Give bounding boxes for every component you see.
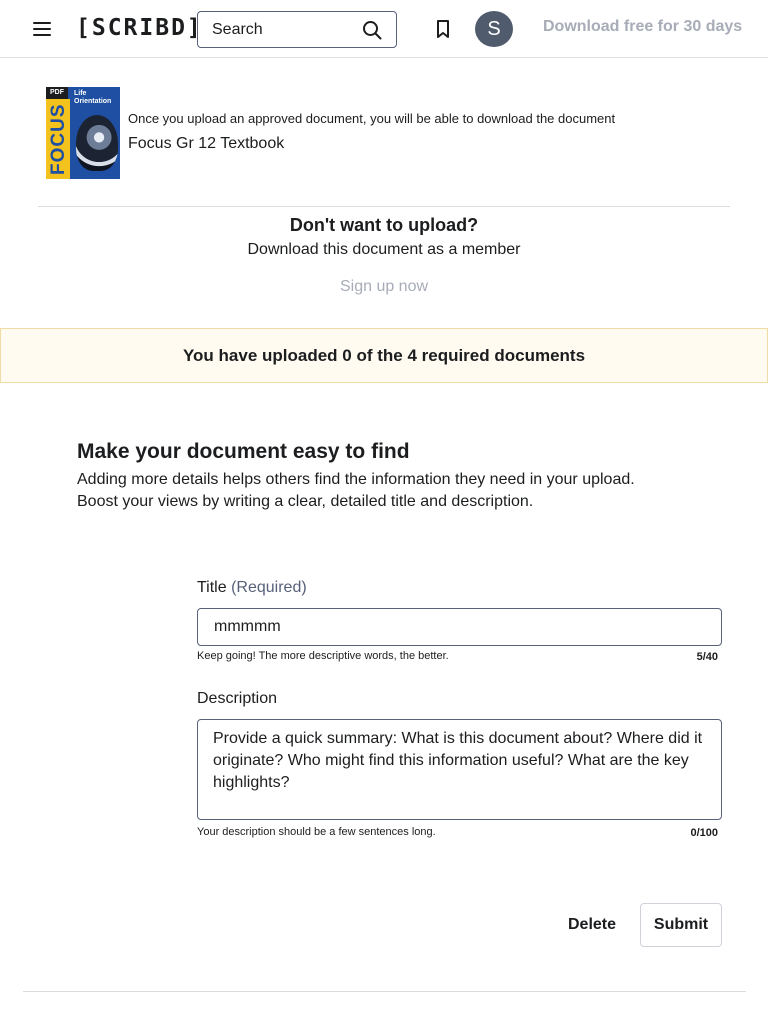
title-label-text: Title [197, 579, 227, 596]
title-input[interactable] [197, 608, 722, 646]
pdf-badge: PDF [46, 87, 68, 99]
title-hint: Keep going! The more descriptive words, the better. [197, 650, 449, 662]
search-icon[interactable] [362, 20, 382, 40]
signup-link[interactable]: Sign up now [339, 278, 429, 295]
upload-progress-banner [0, 328, 768, 383]
details-heading: Make your document easy to find [77, 440, 410, 463]
cover-word: FOCUS [48, 103, 69, 175]
top-header [0, 0, 768, 58]
document-title: Focus Gr 12 Textbook [128, 135, 285, 152]
signup-row [0, 278, 768, 296]
user-avatar[interactable]: S [475, 11, 513, 47]
submit-button[interactable]: Submit [640, 903, 722, 947]
download-free-link[interactable]: Download free for 30 days [543, 18, 743, 35]
title-required-text: (Required) [231, 579, 307, 596]
title-char-counter: 5/40 [696, 651, 718, 663]
footer-divider [23, 991, 746, 992]
description-label: Description [197, 690, 278, 707]
search-input[interactable] [198, 12, 353, 47]
scribd-logo[interactable]: [SCRIBD] [76, 15, 203, 41]
description-hint: Your description should be a few sentences long. [197, 826, 436, 838]
bookmark-icon[interactable] [434, 19, 452, 39]
description-textarea[interactable] [197, 719, 722, 820]
member-download-text: Download this document as a member [247, 241, 521, 258]
document-thumbnail[interactable] [46, 87, 120, 179]
search-box[interactable] [197, 11, 397, 48]
details-description: Adding more details helps others find the information they need in your upload. Boost your views by writing a clear, detailed title and description. [77, 471, 635, 510]
delete-button[interactable]: Delete [548, 903, 636, 947]
title-label [197, 579, 307, 597]
description-char-counter: 0/100 [690, 827, 718, 839]
cover-title: Life Orientation [74, 90, 112, 105]
upload-notice: Once you upload an approved document, you will be able to download the document [128, 111, 616, 126]
divider [38, 206, 730, 207]
no-upload-heading: Don't want to upload? [289, 215, 479, 235]
upload-progress-text: You have uploaded 0 of the 4 required documents [182, 345, 586, 365]
cover-globe-image [76, 115, 118, 171]
menu-icon[interactable] [30, 17, 54, 41]
